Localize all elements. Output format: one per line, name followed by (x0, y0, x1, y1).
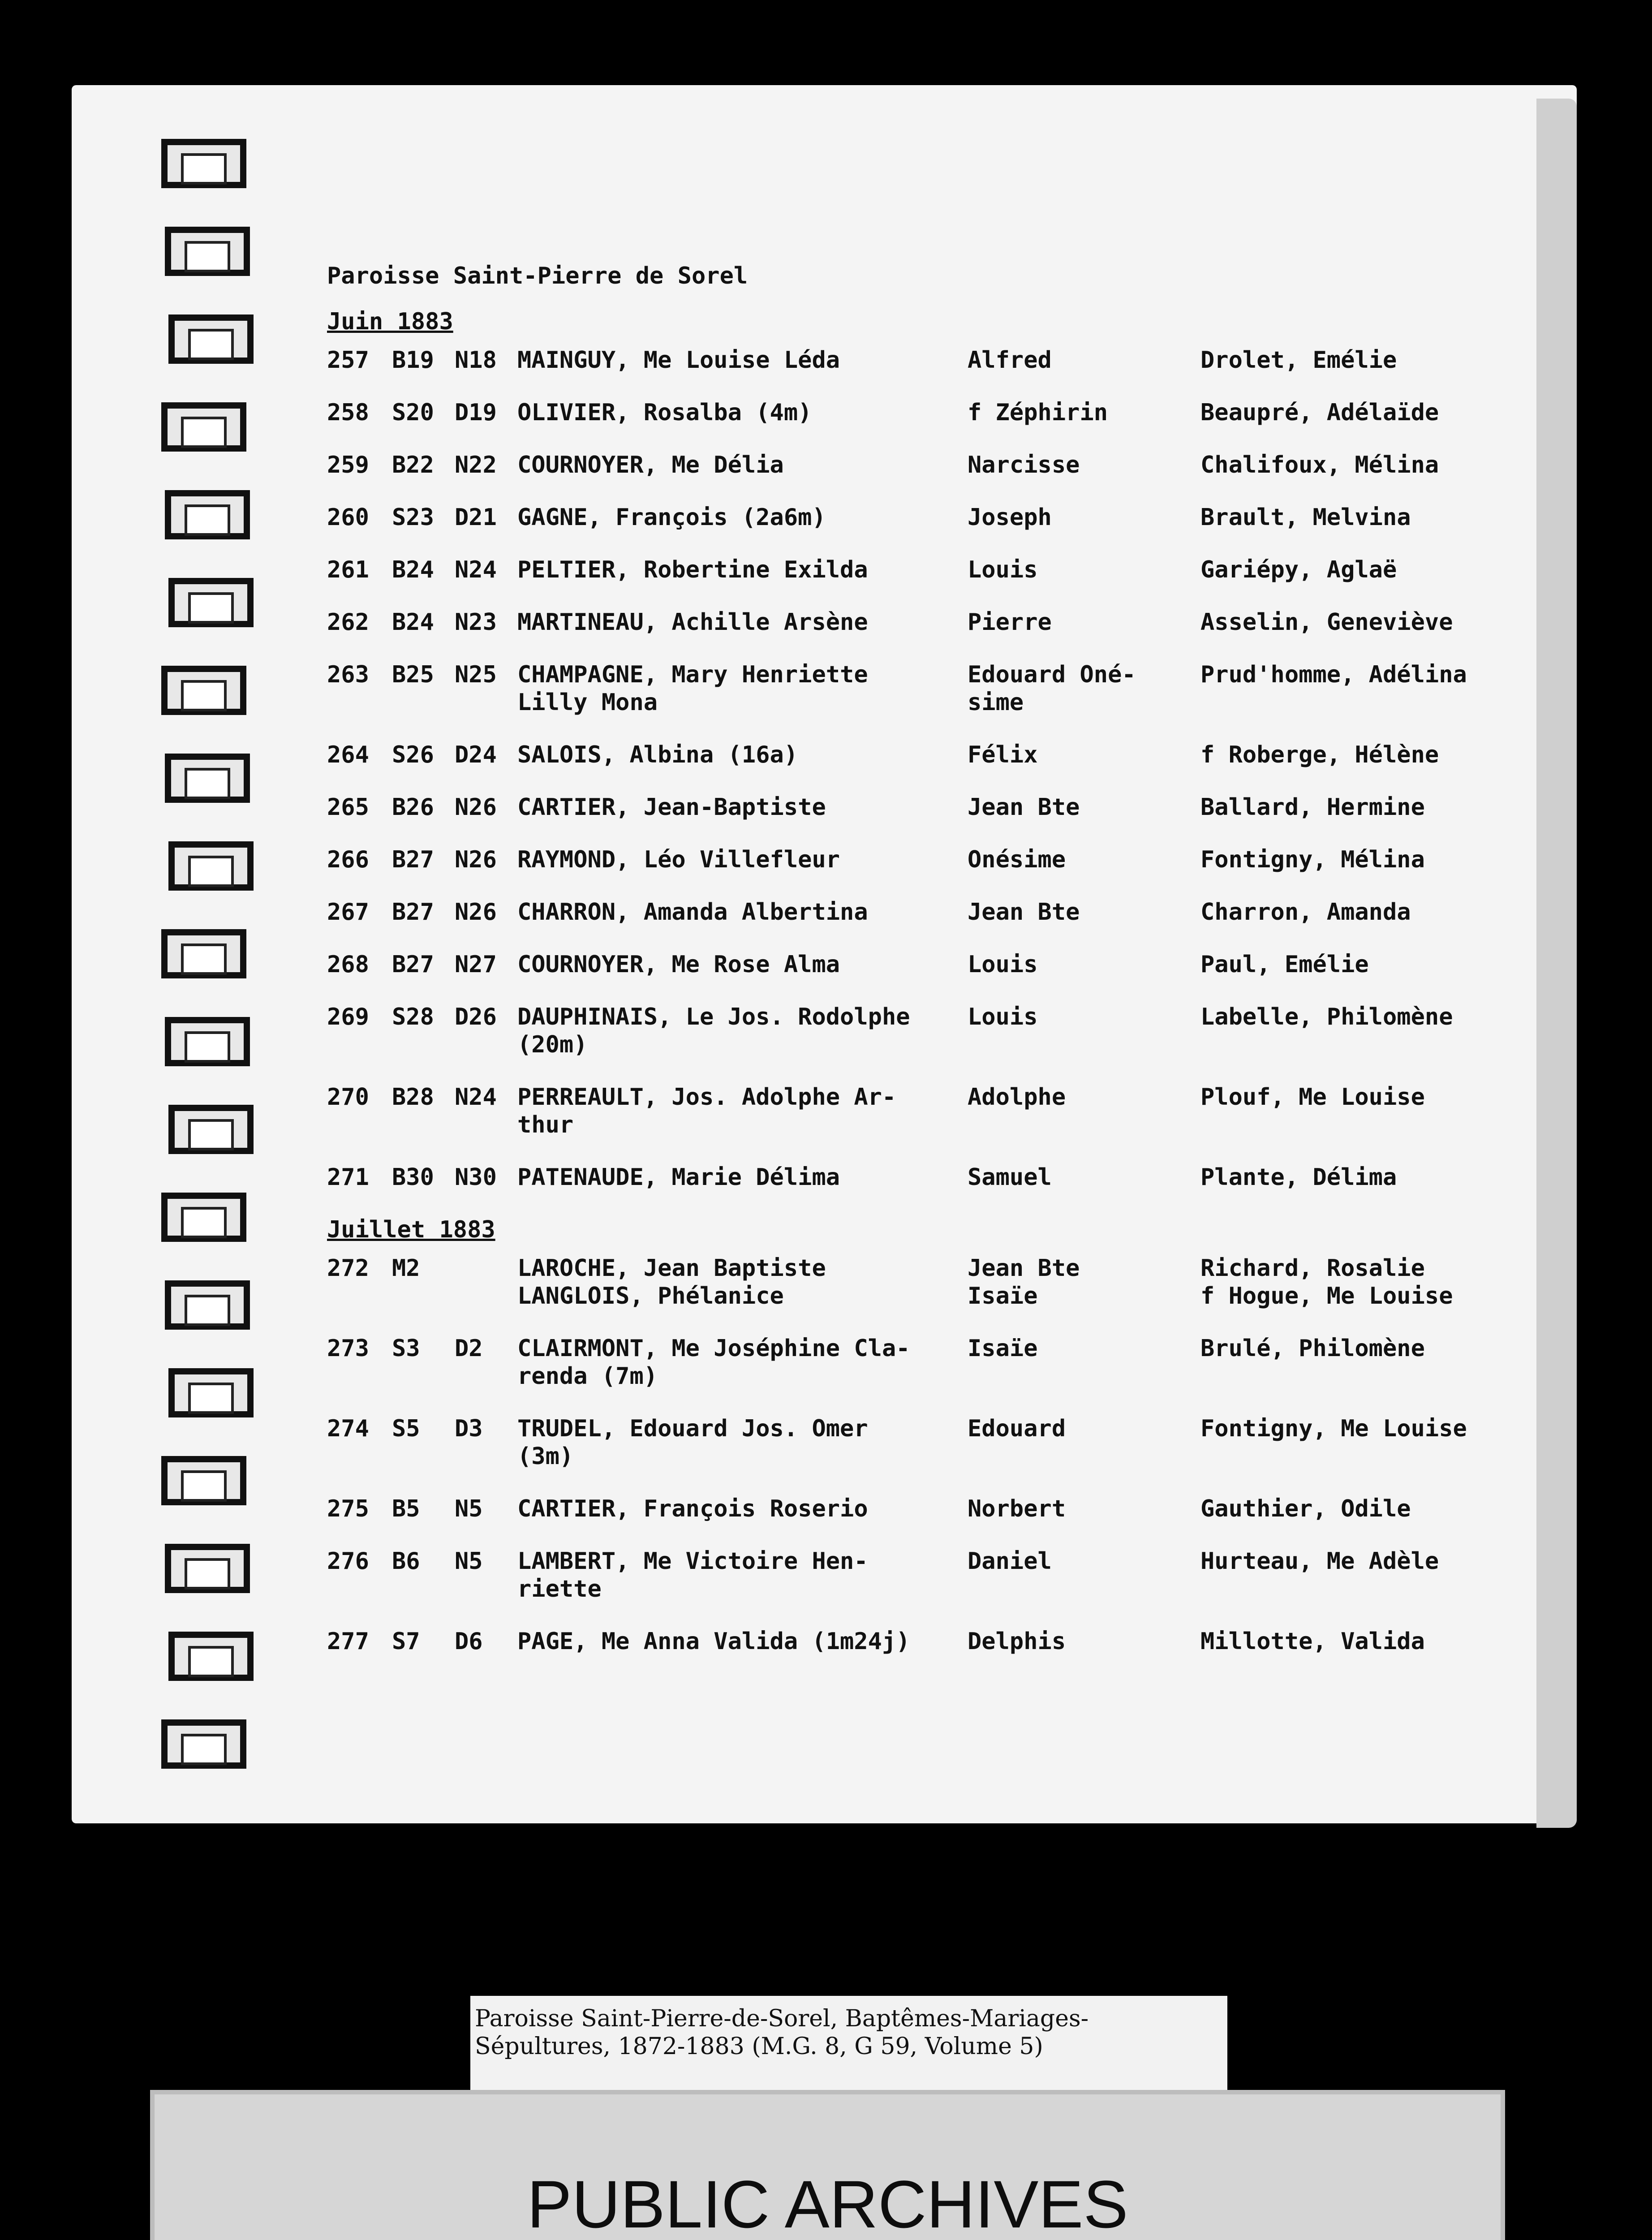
binder-ring (165, 754, 250, 803)
register-entry (327, 1547, 1536, 1603)
entry-mother: f Roberge, Hélène (1200, 741, 1439, 768)
entry-father: Joseph (968, 504, 1052, 531)
register-entry (327, 556, 1536, 584)
entry-index-code: N18 (455, 347, 497, 374)
entry-mother: Gariépy, Aglaë (1200, 556, 1397, 583)
entry-act-code: B6 (392, 1548, 420, 1575)
register-entry (327, 399, 1536, 426)
entry-number: 272 (327, 1255, 369, 1282)
entry-father: Delphis (968, 1628, 1066, 1655)
entry-act-code: B19 (392, 347, 434, 374)
binder-ring (165, 1017, 250, 1066)
entry-index-code: D24 (455, 741, 497, 768)
entry-mother: Fontigny, Mélina (1200, 846, 1425, 873)
entry-number: 267 (327, 899, 369, 926)
entry-number: 270 (327, 1084, 369, 1111)
entry-father: Jean Bte (968, 794, 1080, 821)
archive-reference-label (470, 1996, 1227, 2094)
entry-number: 268 (327, 951, 369, 978)
binder-ring (168, 1632, 254, 1681)
entry-name: LAROCHE, Jean Baptiste LANGLOIS, Phélanice (517, 1255, 826, 1310)
entry-act-code: B22 (392, 452, 434, 478)
entry-father: Louis (968, 1004, 1038, 1030)
entry-number: 276 (327, 1548, 369, 1575)
entry-index-code: N5 (455, 1495, 483, 1522)
entry-number: 264 (327, 741, 369, 768)
entry-act-code: B24 (392, 609, 434, 636)
binder-ring (161, 139, 246, 188)
binder-ring (165, 227, 250, 276)
entry-name: OLIVIER, Rosalba (4m) (517, 399, 812, 426)
entry-mother: Chalifoux, Mélina (1200, 452, 1439, 478)
entry-index-code: D21 (455, 504, 497, 531)
entry-mother: Brulé, Philomène (1200, 1335, 1425, 1362)
entry-name: LAMBERT, Me Victoire Hen- riette (517, 1548, 868, 1602)
month-heading: Juillet 1883 (327, 1216, 495, 1243)
entry-mother: Drolet, Emélie (1200, 347, 1397, 374)
binder-ring (161, 1719, 246, 1769)
register-entry (327, 608, 1536, 636)
entry-father: Isaïe (968, 1335, 1038, 1362)
entry-name: PERREAULT, Jos. Adolphe Ar- thur (517, 1084, 896, 1138)
entry-name: PATENAUDE, Marie Délima (517, 1164, 840, 1191)
entries-list (327, 346, 1536, 1191)
entry-father: f Zéphirin (968, 399, 1108, 426)
entry-name: CARTIER, Jean-Baptiste (517, 794, 826, 821)
entry-index-code (455, 1254, 517, 1310)
entry-act-code: B27 (392, 899, 434, 926)
register-entry (327, 661, 1536, 716)
entry-father: Alfred (968, 347, 1052, 374)
entry-index-code: N26 (455, 899, 497, 926)
entry-index-code: D3 (455, 1415, 483, 1442)
binder-ring (161, 666, 246, 715)
entry-mother: Fontigny, Me Louise (1200, 1415, 1467, 1442)
entry-name: PELTIER, Robertine Exilda (517, 556, 868, 583)
entry-index-code: N30 (455, 1164, 497, 1191)
entry-name: MAINGUY, Me Louise Léda (517, 347, 840, 374)
entry-number: 265 (327, 794, 369, 821)
entry-index-code: N26 (455, 846, 497, 873)
binder-ring (165, 1544, 250, 1593)
entry-act-code: B24 (392, 556, 434, 583)
entry-index-code: D19 (455, 399, 497, 426)
entry-mother: Millotte, Valida (1200, 1628, 1425, 1655)
entry-mother: Paul, Emélie (1200, 951, 1369, 978)
entry-act-code: B30 (392, 1164, 434, 1191)
entry-mother: Labelle, Philomène (1200, 1004, 1453, 1030)
register-entry (327, 346, 1536, 374)
binder-ring (161, 402, 246, 452)
month-section-june (327, 308, 1536, 1191)
label-line-2: Sépultures, 1872-1883 (M.G. 8, G 59, Volume 5) (475, 2033, 1043, 2060)
entry-name: PAGE, Me Anna Valida (1m24j) (517, 1628, 910, 1655)
month-section-july (327, 1216, 1536, 1655)
entry-mother: Hurteau, Me Adèle (1200, 1548, 1439, 1575)
entry-act-code: S5 (392, 1415, 420, 1442)
entry-father: Louis (968, 951, 1038, 978)
entry-act-code: B5 (392, 1495, 420, 1522)
entry-father: Samuel (968, 1164, 1052, 1191)
entry-index-code: N23 (455, 609, 497, 636)
binder-ring (168, 1105, 254, 1154)
entry-name: COURNOYER, Me Délia (517, 452, 784, 478)
entry-father: Jean Bte (968, 899, 1080, 926)
binder-ring (168, 578, 254, 627)
entry-number: 261 (327, 556, 369, 583)
entry-act-code: S28 (392, 1004, 434, 1030)
register-entry (327, 1495, 1536, 1523)
entry-mother: Plante, Délima (1200, 1164, 1397, 1191)
entry-number: 259 (327, 452, 369, 478)
entry-act-code: B27 (392, 846, 434, 873)
month-heading: Juin 1883 (327, 308, 453, 335)
entry-number: 271 (327, 1164, 369, 1191)
binder-ring (168, 841, 254, 891)
entry-act-code: B25 (392, 661, 434, 688)
entry-index-code: D2 (455, 1335, 483, 1362)
entry-mother: Prud'homme, Adélina (1200, 661, 1467, 688)
register-entry (327, 504, 1536, 531)
plate-line-english: PUBLIC ARCHIVES (527, 2167, 1128, 2240)
register-entry (327, 1415, 1536, 1470)
entry-mother: Gauthier, Odile (1200, 1495, 1411, 1522)
binder-ring (165, 1280, 250, 1330)
register-entry (327, 1254, 1536, 1310)
register-content (327, 262, 1536, 1680)
entry-name: CHAMPAGNE, Mary Henriette Lilly Mona (517, 661, 868, 716)
archives-plate (150, 2090, 1505, 2240)
register-entry (327, 1335, 1536, 1390)
register-entry (327, 451, 1536, 479)
entry-name: CHARRON, Amanda Albertina (517, 899, 868, 926)
entry-mother: Richard, Rosalie f Hogue, Me Louise (1200, 1255, 1453, 1310)
register-entry (327, 951, 1536, 978)
entry-name: GAGNE, François (2a6m) (517, 504, 826, 531)
entry-name: DAUPHINAIS, Le Jos. Rodolphe (20m) (517, 1004, 910, 1058)
binder-ring (165, 490, 250, 539)
binder-ring (161, 1456, 246, 1505)
entry-mother: Charron, Amanda (1200, 899, 1411, 926)
entry-index-code: D26 (455, 1004, 497, 1030)
entry-act-code: B26 (392, 794, 434, 821)
entry-act-code: B27 (392, 951, 434, 978)
entry-name: RAYMOND, Léo Villefleur (517, 846, 840, 873)
entry-act-code: S7 (392, 1628, 420, 1655)
page-edge (1536, 99, 1577, 1828)
binder-ring (168, 1368, 254, 1417)
entry-father: Daniel (968, 1548, 1052, 1575)
entry-father: Louis (968, 556, 1038, 583)
entry-index-code: N25 (455, 661, 497, 688)
entry-number: 263 (327, 661, 369, 688)
entry-father: Adolphe (968, 1084, 1066, 1111)
entry-index-code: N22 (455, 452, 497, 478)
entry-name: CLAIRMONT, Me Joséphine Cla- renda (7m) (517, 1335, 910, 1390)
register-entry (327, 1083, 1536, 1139)
entry-number: 273 (327, 1335, 369, 1362)
entry-act-code: S20 (392, 399, 434, 426)
register-entry (327, 1628, 1536, 1655)
entry-mother: Asselin, Geneviève (1200, 609, 1453, 636)
entry-index-code: N24 (455, 1084, 497, 1111)
register-entry (327, 1003, 1536, 1059)
entry-number: 257 (327, 347, 369, 374)
register-entry (327, 793, 1536, 821)
binder-ring (161, 929, 246, 978)
entry-number: 262 (327, 609, 369, 636)
entry-number: 258 (327, 399, 369, 426)
entry-name: SALOIS, Albina (16a) (517, 741, 798, 768)
entry-name: CARTIER, François Roserio (517, 1495, 868, 1522)
entry-mother: Plouf, Me Louise (1200, 1084, 1425, 1111)
entry-father: Félix (968, 741, 1038, 768)
entry-number: 274 (327, 1415, 369, 1442)
entry-father: Edouard Oné- sime (968, 661, 1136, 716)
entry-index-code: N26 (455, 794, 497, 821)
entry-number: 260 (327, 504, 369, 531)
document-title: Paroisse Saint-Pierre de Sorel (327, 263, 748, 289)
entry-number: 277 (327, 1628, 369, 1655)
entry-index-code: N24 (455, 556, 497, 583)
label-line-1: Paroisse Saint-Pierre-de-Sorel, Baptêmes-Mariages- (475, 2005, 1089, 2032)
entry-index-code: D6 (455, 1628, 483, 1655)
entry-mother: Brault, Melvina (1200, 504, 1411, 531)
entry-number: 266 (327, 846, 369, 873)
entry-father: Narcisse (968, 452, 1080, 478)
entry-act-code: S23 (392, 504, 434, 531)
entries-list (327, 1254, 1536, 1655)
entry-name: MARTINEAU, Achille Arsène (517, 609, 868, 636)
entry-father: Onésime (968, 846, 1066, 873)
entry-mother: Beaupré, Adélaïde (1200, 399, 1439, 426)
binder-ring (168, 314, 254, 364)
entry-number: 269 (327, 1004, 369, 1030)
entry-index-code: N27 (455, 951, 497, 978)
register-entry (327, 741, 1536, 769)
register-entry (327, 846, 1536, 874)
binder-ring (161, 1193, 246, 1242)
register-entry (327, 898, 1536, 926)
entry-act-code: M2 (392, 1255, 420, 1282)
entry-index-code: N5 (455, 1548, 483, 1575)
entry-act-code: B28 (392, 1084, 434, 1111)
entry-father: Edouard (968, 1415, 1066, 1442)
entry-father: Pierre (968, 609, 1052, 636)
entry-name: TRUDEL, Edouard Jos. Omer (3m) (517, 1415, 868, 1470)
entry-mother: Ballard, Hermine (1200, 794, 1425, 821)
entry-father: Norbert (968, 1495, 1066, 1522)
register-entry (327, 1163, 1536, 1191)
entry-act-code: S26 (392, 741, 434, 768)
entry-father: Jean Bte Isaïe (968, 1255, 1080, 1310)
entry-name: COURNOYER, Me Rose Alma (517, 951, 840, 978)
entry-act-code: S3 (392, 1335, 420, 1362)
entry-number: 275 (327, 1495, 369, 1522)
